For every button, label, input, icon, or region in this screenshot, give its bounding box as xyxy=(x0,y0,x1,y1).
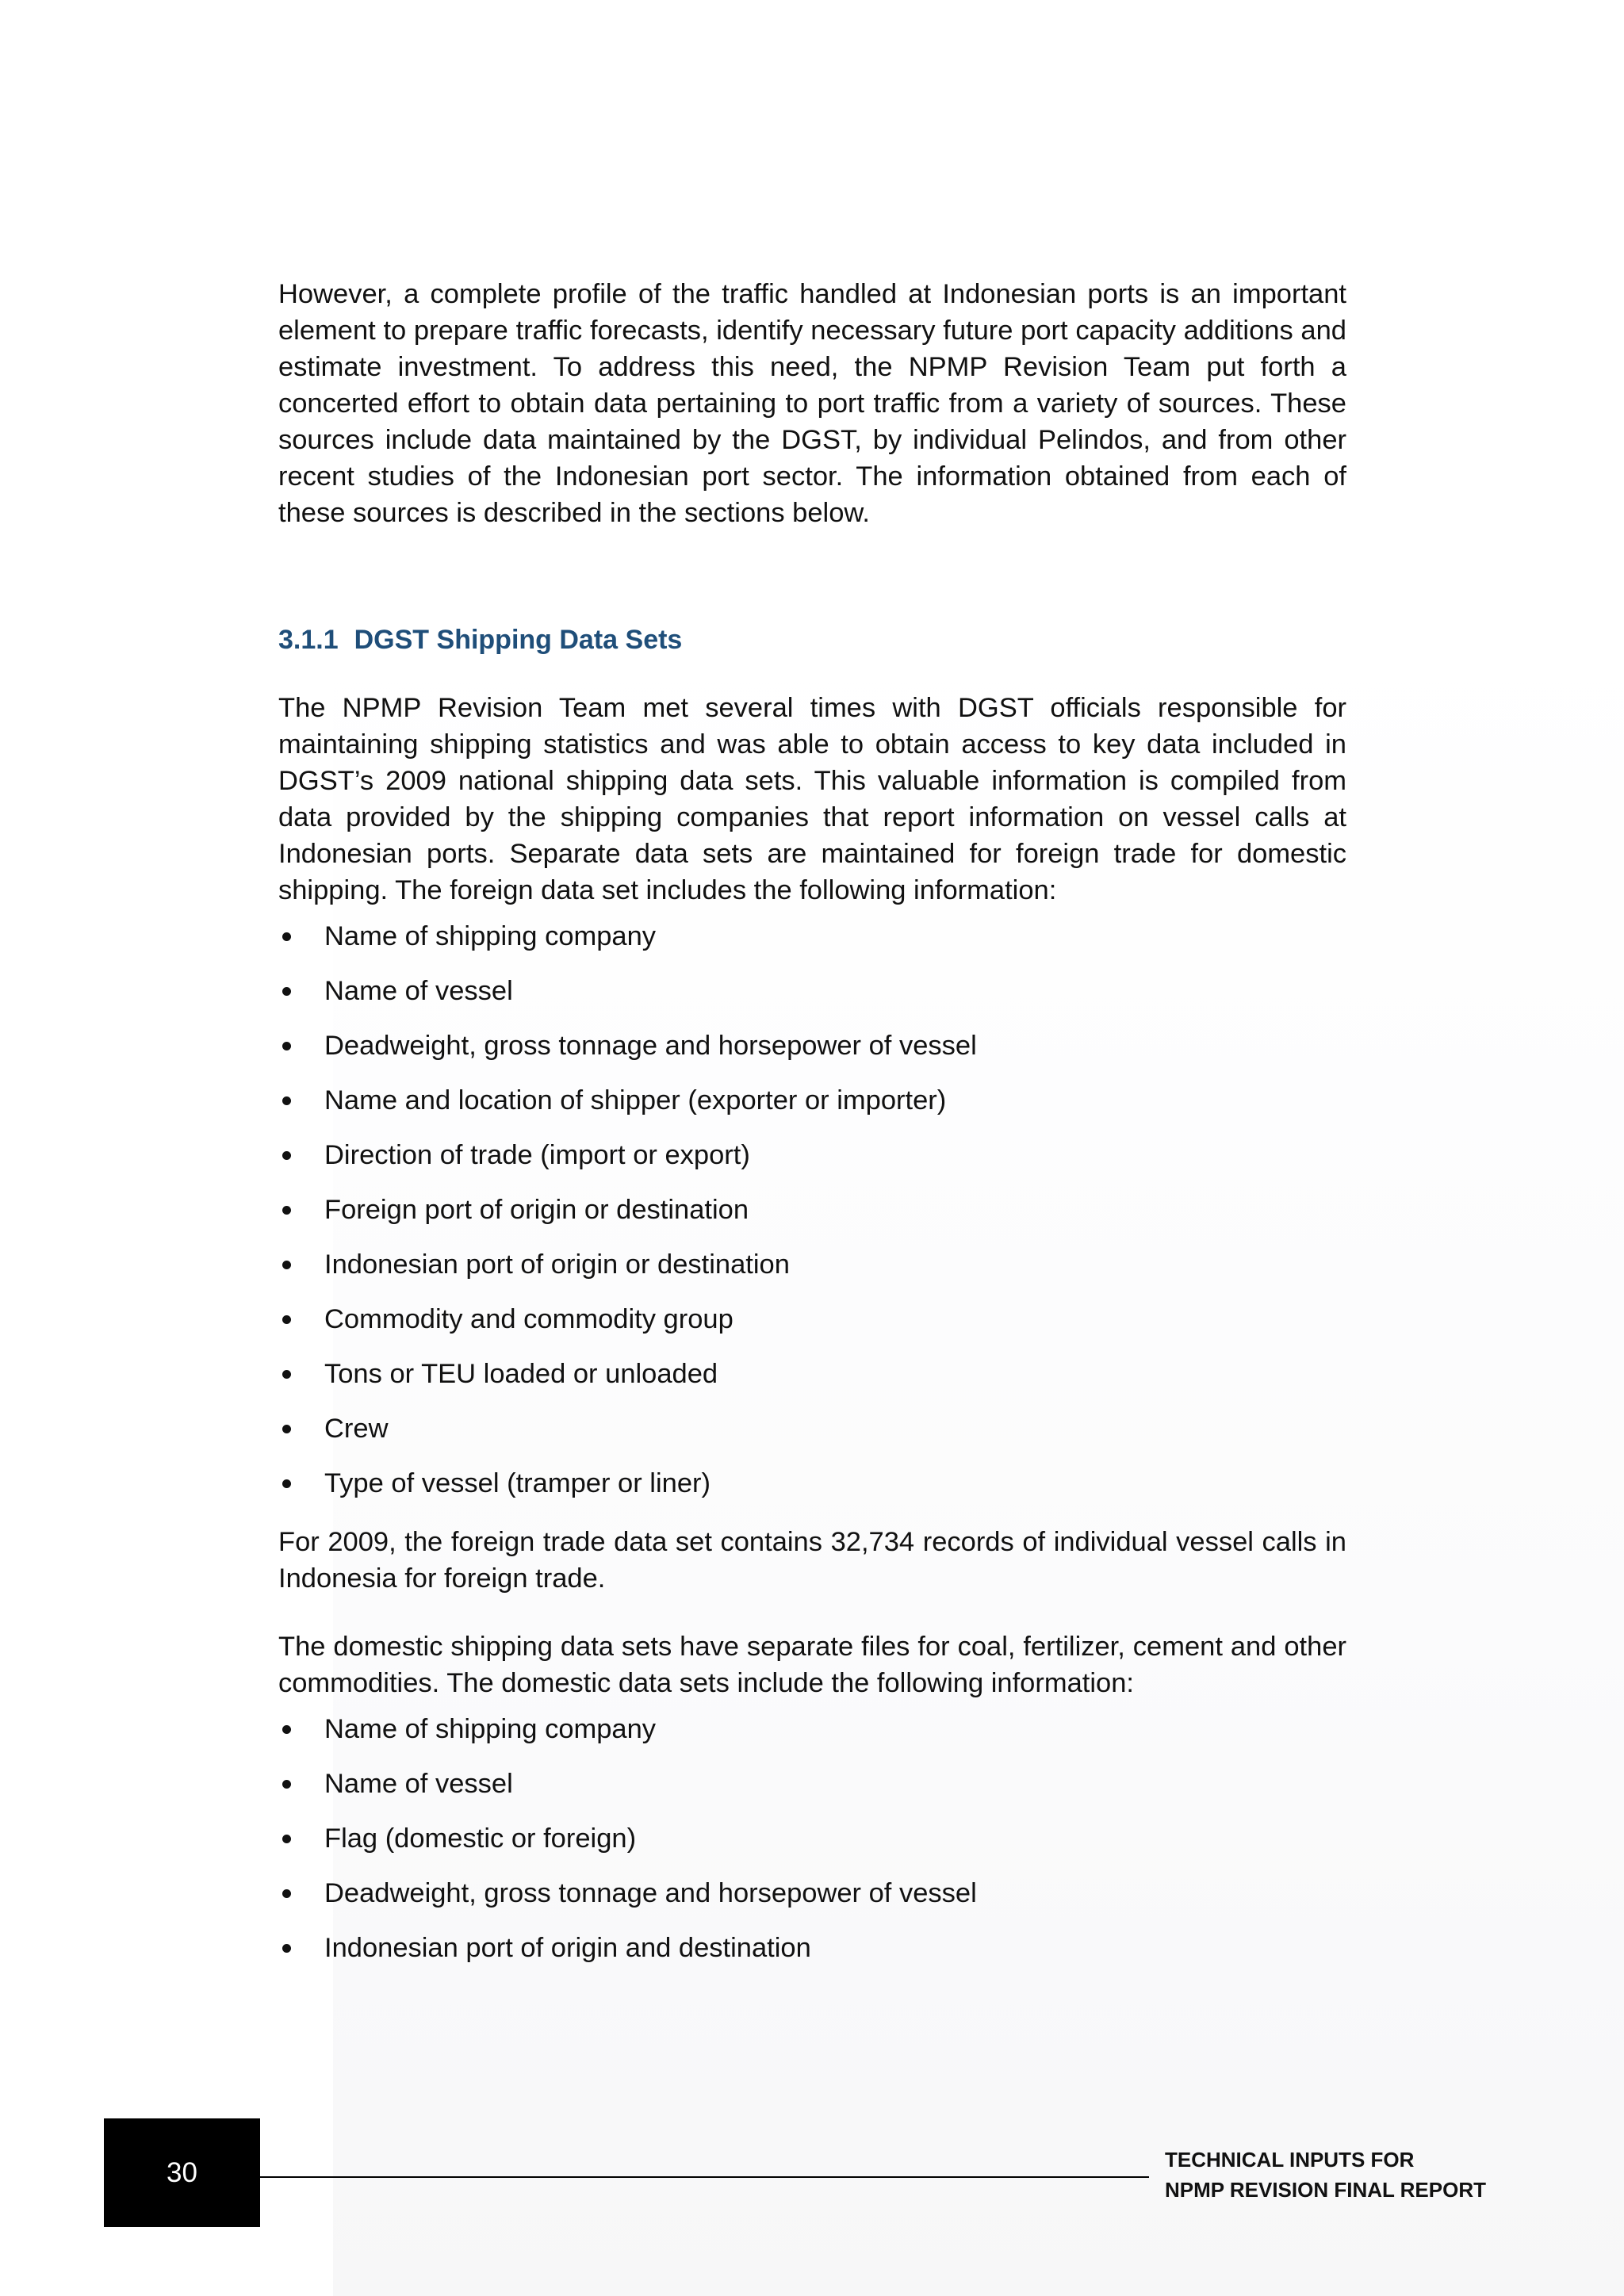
bullet-icon xyxy=(282,1315,291,1324)
foreign-intro-paragraph: The NPMP Revision Team met several times with DGST officials responsible for maintaining shipping statistics and was able to obtain access to key data included in DGST’s 2009 national shipping data sets. This valuable information is compiled from data provided by the shipping companies that report information on vessel calls at Indonesian ports. Separate data sets are maintained for foreign trade for domestic shipping. The foreign data set includes the following information: xyxy=(278,693,1346,905)
section-heading xyxy=(278,622,1346,658)
bullet-icon xyxy=(282,1151,291,1160)
list-item: Name of vessel xyxy=(278,973,1346,1009)
domestic-info-list xyxy=(278,1711,1346,1966)
domestic-intro-paragraph: The domestic shipping data sets have separate files for coal, fertilizer, cement and other commodities. The domestic data sets include the following information: xyxy=(278,1632,1346,1698)
list-item: Direction of trade (import or export) xyxy=(278,1137,1346,1173)
list-item: Type of vessel (tramper or liner) xyxy=(278,1465,1346,1502)
bullet-icon xyxy=(282,1261,291,1269)
list-item: Deadweight, gross tonnage and horsepower of vessel xyxy=(278,1875,1346,1911)
list-item: Foreign port of origin or destination xyxy=(278,1192,1346,1228)
list-item: Name of shipping company xyxy=(278,1711,1346,1747)
footer-divider xyxy=(260,2176,1149,2178)
list-item: Indonesian port of origin and destination xyxy=(278,1930,1346,1966)
list-item: Indonesian port of origin or destination xyxy=(278,1246,1346,1283)
list-item: Name and location of shipper (exporter or importer) xyxy=(278,1082,1346,1119)
bullet-icon xyxy=(282,1944,291,1953)
bullet-icon xyxy=(282,1425,291,1433)
bullet-icon xyxy=(282,1725,291,1734)
footer-title-line-1: TECHNICAL INPUTS FOR xyxy=(1165,2148,1415,2172)
page-number: 30 xyxy=(167,2156,197,2188)
list-item: Commodity and commodity group xyxy=(278,1301,1346,1337)
foreign-count-paragraph: For 2009, the foreign trade data set contains 32,734 records of individual vessel calls in Indonesia for foreign trade. xyxy=(278,1527,1346,1594)
footer-report-title xyxy=(1165,2145,1486,2205)
bullet-icon xyxy=(282,1780,291,1789)
bullet-icon xyxy=(282,932,291,941)
bullet-icon xyxy=(282,1042,291,1050)
list-item: Crew xyxy=(278,1410,1346,1447)
list-item: Name of shipping company xyxy=(278,918,1346,955)
list-item: Flag (domestic or foreign) xyxy=(278,1820,1346,1857)
bullet-icon xyxy=(282,1835,291,1843)
foreign-info-list xyxy=(278,918,1346,1502)
page-content xyxy=(278,276,1346,1966)
bullet-icon xyxy=(282,1206,291,1215)
section-title: DGST Shipping Data Sets xyxy=(354,625,683,655)
page-number-box xyxy=(104,2118,260,2227)
bullet-icon xyxy=(282,1370,291,1379)
bullet-icon xyxy=(282,987,291,996)
bullet-icon xyxy=(282,1096,291,1105)
section-number: 3.1.1 xyxy=(278,625,339,655)
list-item: Tons or TEU loaded or unloaded xyxy=(278,1356,1346,1392)
list-item: Name of vessel xyxy=(278,1766,1346,1802)
intro-paragraph: However, a complete profile of the traffic handled at Indonesian ports is an important element to prepare traffic forecasts, identify necessary future port capacity additions and estimate investment. To address this need, the NPMP Revision Team put forth a concerted effort to obtain data pertaining to port traffic from a variety of sources. These sources include data maintained by the DGST, by individual Pelindos, and from other recent studies of the Indonesian port sector. The information obtained from each of these sources is described in the sections below. xyxy=(278,279,1346,528)
bullet-icon xyxy=(282,1889,291,1898)
list-item: Deadweight, gross tonnage and horsepower of vessel xyxy=(278,1027,1346,1064)
footer-title-line-2: NPMP REVISION FINAL REPORT xyxy=(1165,2178,1486,2202)
bullet-icon xyxy=(282,1479,291,1488)
